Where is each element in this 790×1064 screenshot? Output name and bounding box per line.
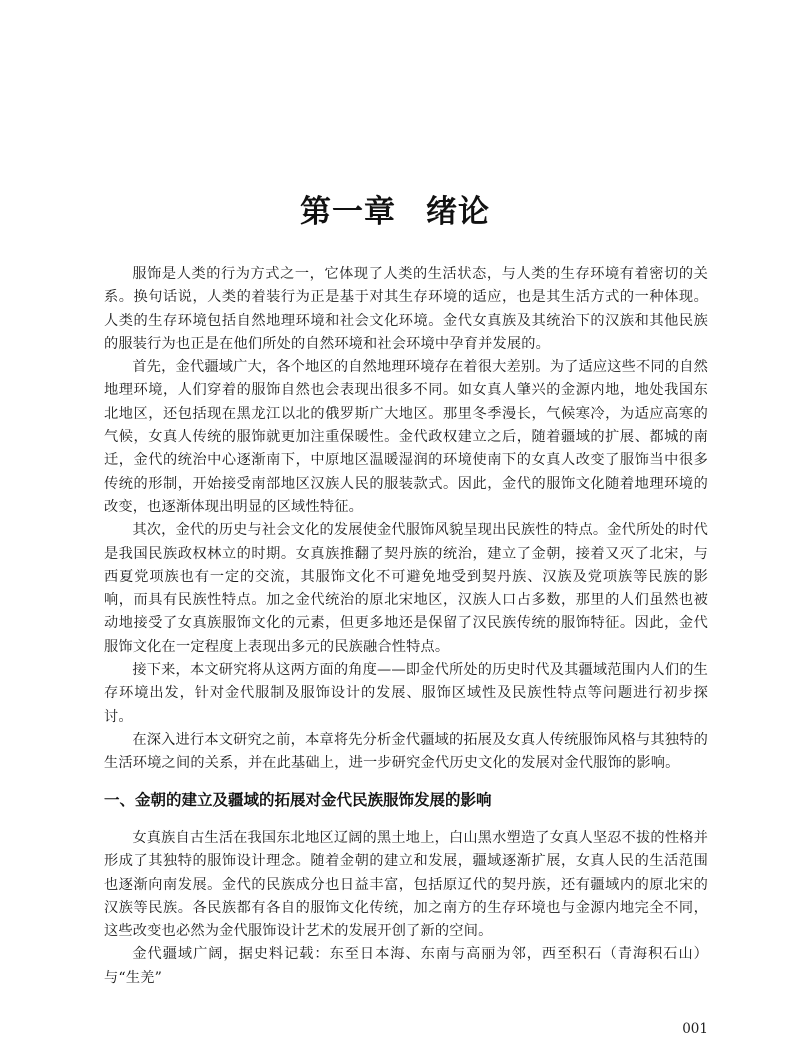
paragraph: 女真族自古生活在我国东北地区辽阔的黑土地上，白山黑水塑造了女真人坚忍不拔的性格并形成了其独特的服饰设计理念。随着金朝的建立和发展，疆域逐渐扩展，女真人民的生活范围也逐渐向南发展。金代的民族成分也日益丰富，包括原辽代的契丹族，还有疆域内的原北宋的汉族等民族。各民族都有各自的服饰文化传统，加之南方的生存环境也与金源内地完全不同，这些改变也必然为金代服饰设计艺术的发展开创了新的空间。 — [104, 830, 708, 940]
paragraph: 其次，金代的历史与社会文化的发展使金代服饰风貌呈现出民族性的特点。金代所处的时代是我国民族政权林立的时期。女真族推翻了契丹族的统治，建立了金朝，接着又灭了北宋，与西夏党项族也有一定的交流，其服饰文化不可避免地受到契丹族、汉族及党项族等民族的影响，而具有民族性特点。加之金代统治的原北宋地区，汉族人口占多数，那里的人们虽然也被动地接受了女真族服饰文化的元素，但更多地还是保留了汉民族传统的服饰特征。因此，金代服饰文化在一定程度上表现出多元的民族融合性特点。 — [104, 522, 708, 655]
paragraph: 在深入进行本文研究之前，本章将先分析金代疆域的拓展及女真人传统服饰风格与其独特的生活环境之间的关系，并在此基础上，进一步研究金代历史文化的发展对金代服饰的影响。 — [104, 731, 708, 772]
paragraph: 接下来，本文研究将从这两方面的角度——即金代所处的历史时代及其疆域范围内人们的生存环境出发，针对金代服制及服饰设计的发展、服饰区域性及民族性特点等问题进行初步探讨。 — [104, 662, 708, 725]
page-number: 001 — [682, 1021, 708, 1037]
paragraph: 首先，金代疆域广大，各个地区的自然地理环境存在着很大差别。为了适应这些不同的自然地理环境，人们穿着的服饰自然也会表现出很多不同。如女真人肇兴的金源内地，地处我国东北地区，还包括现在黑龙江以北的俄罗斯广大地区。那里冬季漫长，气候寒冷，为适应高寒的气候，女真人传统的服饰就更加注重保暖性。金代政权建立之后，随着疆域的扩展、都城的南迁，金代的统治中心逐渐南下，中原地区温暖湿润的环境使南下的女真人改变了服饰当中很多传统的形制，开始接受南部地区汉族人民的服装款式。因此，金代的服饰文化随着地理环境的改变，也逐渐体现出明显的区域性特征。 — [104, 359, 708, 515]
paragraph: 金代疆域广阔，据史料记载：东至日本海、东南与高丽为邻，西至积石（青海积石山）与“生羌” — [104, 946, 708, 986]
intro-text — [104, 263, 708, 776]
chapter-name: 绪论 — [426, 194, 490, 230]
paragraph: 服饰是人类的行为方式之一，它体现了人类的生活状态，与人类的生存环境有着密切的关系。换句话说，人类的着装行为正是基于对其生存环境的适应，也是其生活方式的一种体现。人类的生存环境包括自然地理环境和社会文化环境。金代女真族及其统治下的汉族和其他民族的服装行为也正是在他们所处的自然环境和社会环境中孕育并发展的。 — [104, 266, 708, 352]
chapter-title — [0, 186, 790, 231]
section-text — [104, 827, 708, 990]
chapter-label: 第一章 — [300, 194, 396, 230]
section-heading: 一、金朝的建立及疆域的拓展对金代民族服饰发展的影响 — [104, 791, 492, 809]
